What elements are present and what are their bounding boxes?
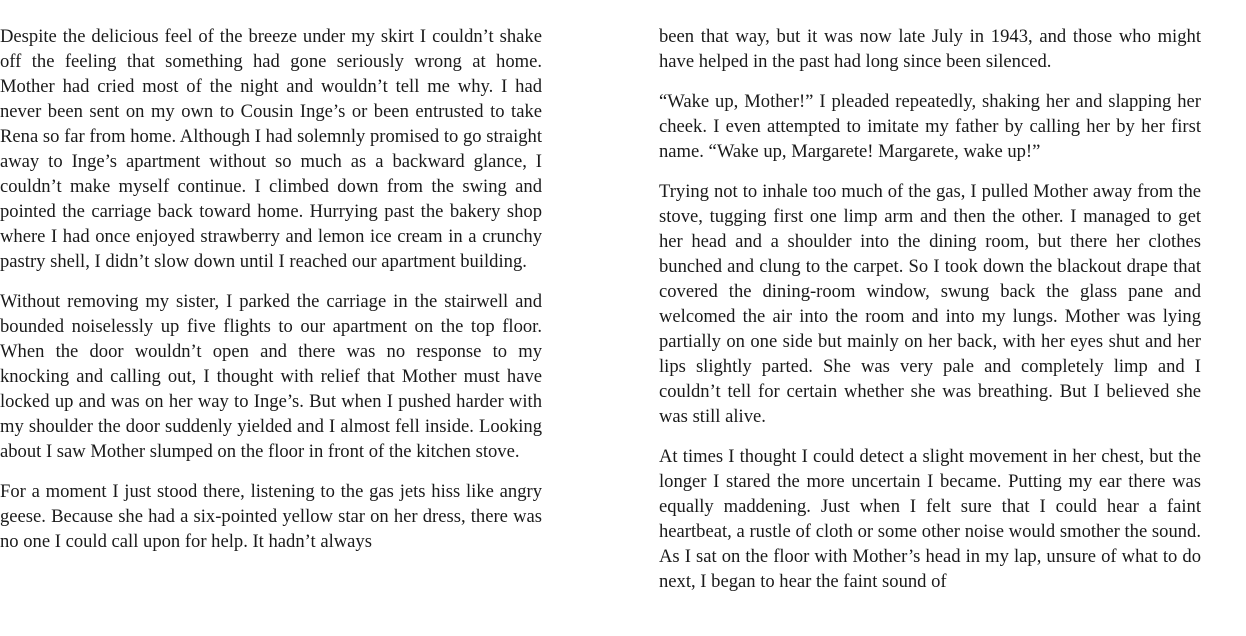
paragraph: been that way, but it was now late July in 1943, and those who might have helped in the past had long since been silenced. xyxy=(659,26,1201,72)
paragraph: Despite the delicious feel of the breeze under my skirt I couldn’t shake off the feeling that something had gone seriously wrong at home. Mother had cried most of the night and wouldn’t tell me why. I had never been sent on my own to Cousin Inge’s or been entrusted to take Rena so far from home. Although I had solemnly promised to go straight away to Inge’s apartment without so much as a backward glance, I couldn’t make myself continue. I climbed down from the swing and pointed the carriage back toward home. Hurrying past the bakery shop where I had once enjoyed strawberry and lemon ice cream in a crunchy pastry shell, I didn’t slow down until I reached our apartment building. xyxy=(0,26,542,272)
paragraph: Trying not to inhale too much of the gas, I pulled Mother away from the stove, tugging first one limp arm and then the other. I managed to get her head and a shoulder into the dining room, but there her clothes bunched and clung to the carpet. So I took down the blackout drape that covered the dining-room window, swung back the glass pane and welcomed the air into the room and into my lungs. Mother was lying partially on one side but mainly on her back, with her eyes shut and her lips slightly parted. She was very pale and completely limp and I couldn’t tell for certain whether she was breathing. But I believed she was still alive. xyxy=(659,181,1201,427)
right-text-column xyxy=(659,24,1201,609)
paragraph: For a moment I just stood there, listening to the gas jets hiss like angry geese. Because she had a six-pointed yellow star on her dress, there was no one I could call upon for help. It hadn’t always xyxy=(0,481,542,552)
left-text-column xyxy=(0,24,542,569)
paragraph: Without removing my sister, I parked the carriage in the stairwell and bounded noiselessly up five flights to our apartment on the top floor. When the door wouldn’t open and there was no response to my knocking and calling out, I thought with relief that Mother must have locked up and was on her way to Inge’s. But when I pushed harder with my shoulder the door suddenly yielded and I almost fell inside. Looking about I saw Mother slumped on the floor in front of the kitchen stove. xyxy=(0,291,542,462)
paragraph: At times I thought I could detect a slight movement in her chest, but the longer I stared the more uncertain I became. Putting my ear there was equally maddening. Just when I felt sure that I could hear a faint heartbeat, a rustle of cloth or some other noise would smother the sound. As I sat on the floor with Mother’s head in my lap, unsure of what to do next, I began to hear the faint sound of xyxy=(659,446,1201,592)
paragraph: “Wake up, Mother!” I pleaded repeatedly, shaking her and slapping her cheek. I even attempted to imitate my father by calling her by her first name. “Wake up, Margarete! Margarete, wake up!” xyxy=(659,91,1201,162)
